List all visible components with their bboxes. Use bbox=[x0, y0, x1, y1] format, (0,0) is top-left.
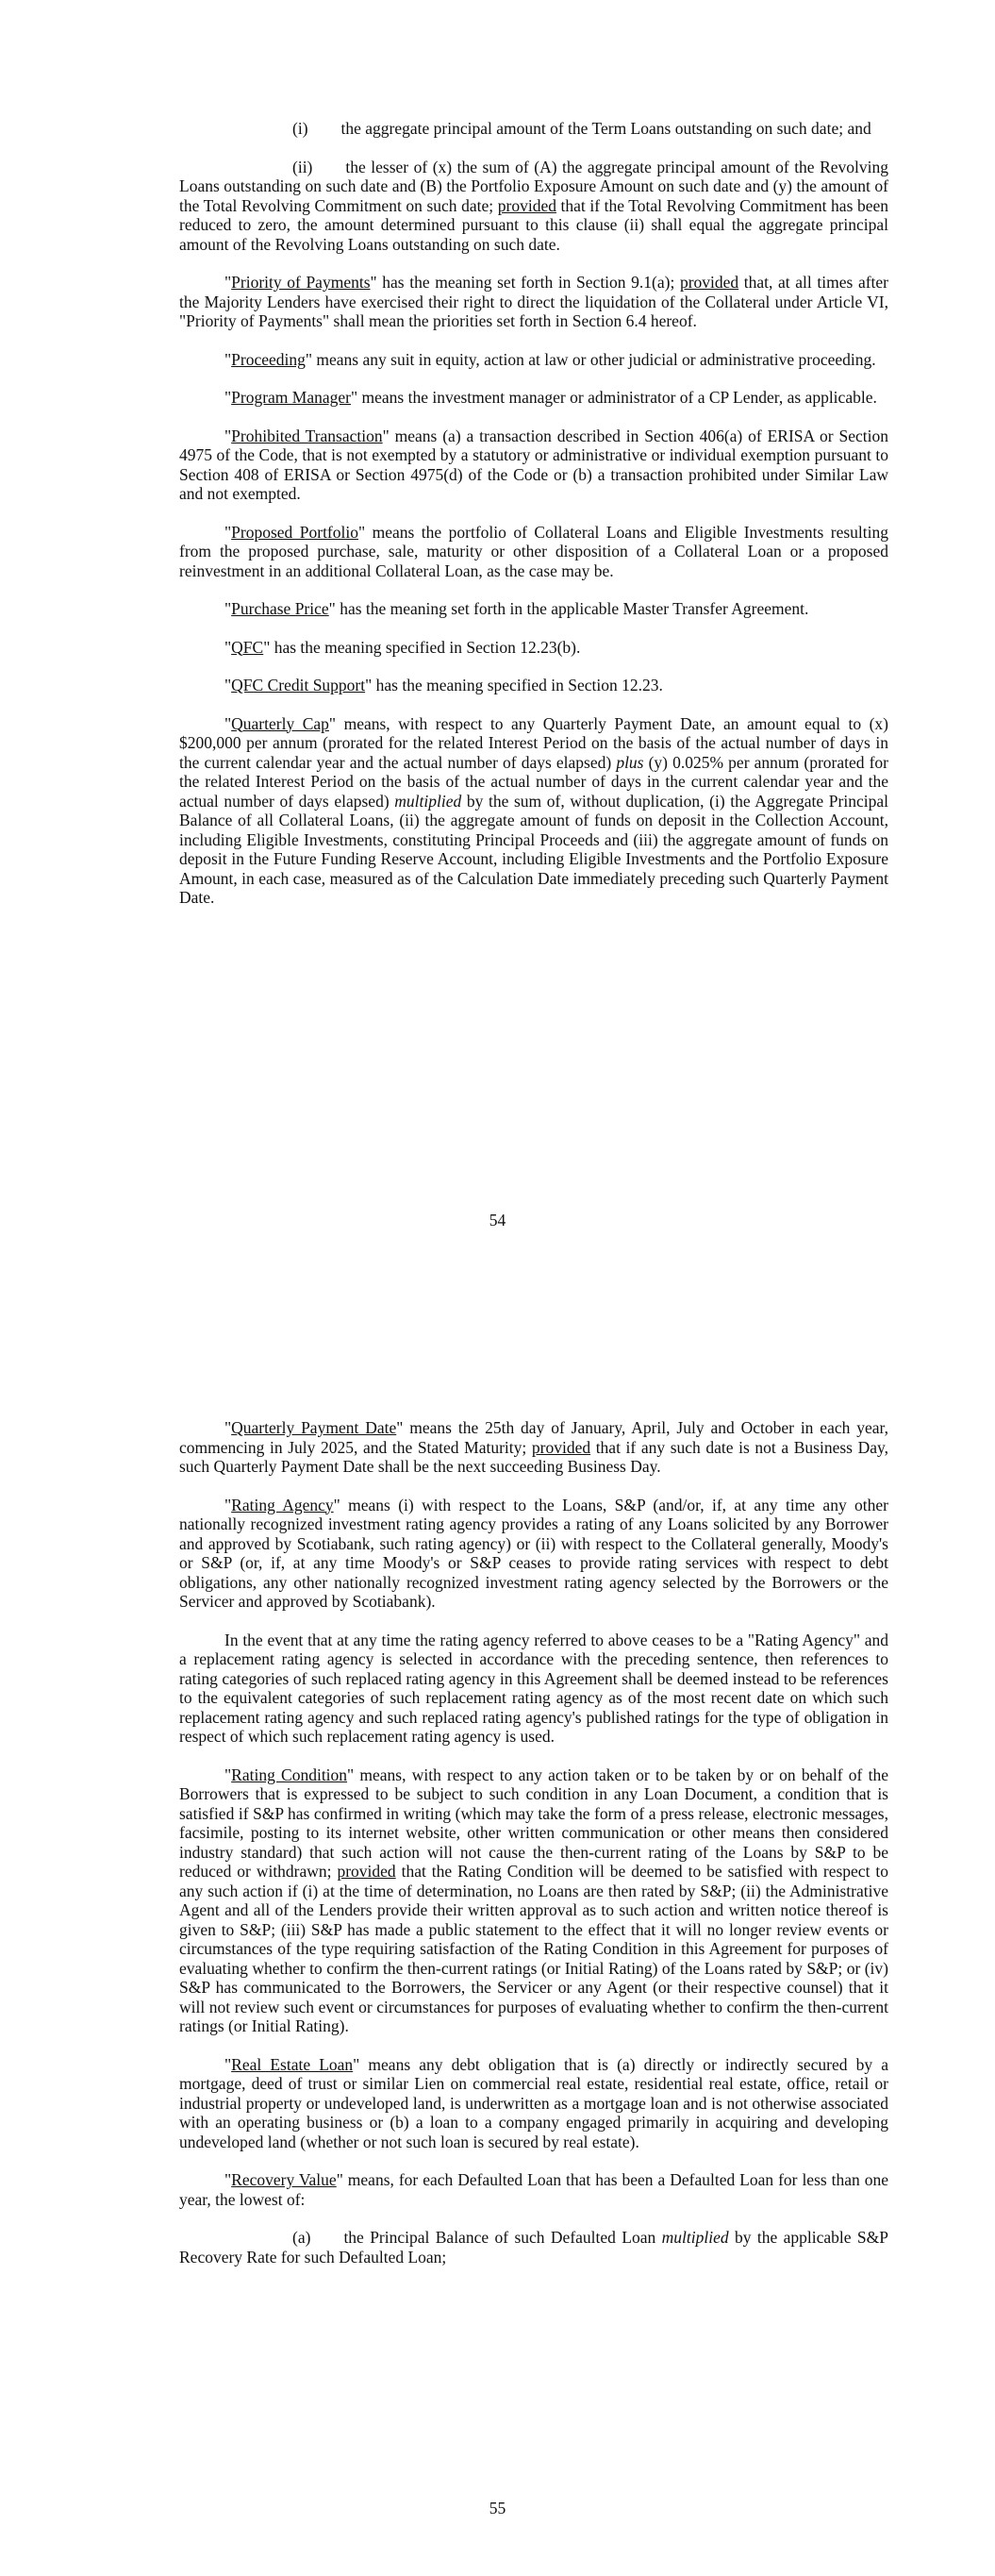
text-span: " means the investment manager or administrator of a CP Lender, as applicable. bbox=[351, 388, 877, 407]
definition-paragraph bbox=[179, 599, 888, 619]
definition-paragraph bbox=[179, 2170, 888, 2209]
text-span: that the Rating Condition will be deemed to be satisfied with respect to any such action if (i) at the time of determination, no Loans are then rated by S&P; (ii) the Administrative Agent and all of the Lenders provide their written approval as to such action and written notice thereof is given to S&P; (iii) S&P has made a public statement to the effect that it will no longer review events or circumstances of the type requiring satisfaction of the Rating Condition in this Agreement for purposes of evaluating whether to confirm the then-current ratings (or Initial Rating) of the Loans rated by S&P; or (iv) S&P has communicated to the Borrowers, the Servicer or any Agent (or their respective counsel) that it will not review such event or circumstances for purposes of evaluating whether to confirm the then-current ratings (or Initial Rating). bbox=[179, 1862, 888, 2035]
text-span: " bbox=[224, 522, 232, 542]
defined-term: QFC bbox=[231, 637, 264, 657]
defined-term: Rating Agency bbox=[231, 1495, 334, 1514]
text-span: " means, for each Defaulted Loan that has been a Defaulted Loan for less than one year, the lowest of: bbox=[179, 2170, 888, 2209]
text-span: " has the meaning set forth in the applicable Master Transfer Agreement. bbox=[328, 599, 809, 618]
text-span: " has the meaning specified in Section 12.23(b). bbox=[263, 637, 581, 657]
paragraph bbox=[179, 1631, 888, 1747]
paragraph bbox=[179, 119, 888, 139]
definition-paragraph bbox=[179, 714, 888, 908]
definition-paragraph bbox=[179, 1418, 888, 1477]
text-span: " bbox=[224, 1495, 232, 1514]
text-span: " bbox=[224, 388, 232, 407]
text-span: " means any suit in equity, action at law or other judicial or administrative proceeding. bbox=[305, 349, 876, 369]
text-span: that if the Total Revolving Commitment has been reduced to zero, the amount determined pursuant to this clause (ii) shall equal the aggregate principal amount of the Revolving Loans outstanding on such date. bbox=[179, 195, 889, 254]
text-span: " bbox=[224, 713, 232, 733]
text-span: by the applicable S&P Recovery Rate for such Defaulted Loan; bbox=[179, 2228, 888, 2267]
text-span: the aggregate principal amount of the Term Loans outstanding on such date; and bbox=[307, 119, 871, 138]
definition-paragraph bbox=[179, 638, 888, 658]
emphasis-text: plus bbox=[616, 752, 644, 772]
text-span: " bbox=[224, 1765, 232, 1784]
definition-paragraph bbox=[179, 676, 888, 695]
text-span: (i) bbox=[292, 119, 308, 138]
page-number: 55 bbox=[489, 2499, 506, 2517]
text-span: by the sum of, without duplication, (i) the Aggregate Principal Balance of all Collateral Loans, (ii) the aggregate amount of funds on deposit in the Collection Account, including Eligible Investments, constituting Principal Proceeds and (iii) the aggregate amount of funds on deposit in the Future Funding Reserve Account, including Eligible Investments and the Portfolio Exposure Amount, in each case, measured as of the Calculation Date immediately preceding such Quarterly Payment Date. bbox=[179, 791, 888, 907]
text-span: " means (i) with respect to the Loans, S&P (and/or, if, at any time any other nationally recognized investment rating agency provides a rating of any Loans solicited by any Borrower and approved by Scotiabank, such rating agency) or (ii) with respect to the Collateral generally, Moody's or S&P (or, if, at any time Moody's or S&P ceases to provide rating services with respect to debt obligations, any other nationally recognized investment rating agency selected by the Borrowers or the Servicer and approved by Scotiabank). bbox=[179, 1495, 889, 1611]
page-number: 54 bbox=[489, 1211, 506, 1229]
text-span: the lesser of (x) the sum of (A) the aggregate principal amount of the Revolving Loans outstanding on such date and (B) the Portfolio Exposure Amount on such date and (y) the amount of the Total Revolving Commitment on such date; bbox=[179, 157, 888, 215]
page-text bbox=[179, 1418, 888, 2285]
definition-paragraph bbox=[179, 2055, 888, 2152]
text-span: " means, with respect to any action taken or to be taken by or on behalf of the Borrowers that is expressed to be subject to such condition in any Loan Document, a condition that is satisfied if S&P has confirmed in writing (which may take the form of a press release, electronic messages, facsimile, posting to its internet website, other written communication or other means then considered industry standard) that such action will not cause the then-current rating of the Loans by S&P to be reduced or withdrawn; bbox=[179, 1765, 888, 1881]
document-page-55 bbox=[0, 1288, 995, 2576]
text-span: " bbox=[224, 426, 232, 445]
text-span: " means the 25th day of January, April, July and October in each year, commencing in July 2025, and the Stated Maturity; bbox=[179, 1418, 889, 1457]
definition-paragraph bbox=[179, 427, 888, 504]
text-span: " bbox=[224, 349, 232, 369]
paragraph bbox=[179, 2228, 888, 2267]
defined-term: QFC Credit Support bbox=[231, 676, 366, 694]
defined-term: Program Manager bbox=[231, 388, 351, 407]
definition-paragraph bbox=[179, 350, 888, 370]
text-span: that if any such date is not a Business Day, such Quarterly Payment Date shall be the next succeeding Business Day. bbox=[179, 1437, 888, 1476]
defined-term: Recovery Value bbox=[231, 2170, 337, 2189]
definition-paragraph bbox=[179, 1765, 888, 2036]
text-span: the Principal Balance of such Defaulted Loan bbox=[310, 2228, 662, 2247]
text-span: (y) 0.025% per annum (prorated for the related Interest Period on the basis of the actual number of days in the current calendar year and the actual number of days elapsed) bbox=[179, 752, 889, 811]
text-span: " means the portfolio of Collateral Loans and Eligible Investments resulting from the proposed purchase, sale, maturity or other disposition of a Collateral Loan or a proposed reinvestment in an additional Collateral Loan, as the case may be. bbox=[179, 522, 888, 580]
text-span: " bbox=[224, 1418, 232, 1437]
definition-paragraph bbox=[179, 1496, 888, 1612]
definition-paragraph bbox=[179, 523, 888, 581]
text-span: " bbox=[224, 2054, 232, 2074]
text-span: (ii) bbox=[292, 157, 313, 176]
emphasis-text: multiplied bbox=[394, 791, 462, 811]
text-span: (a) bbox=[292, 2228, 311, 2247]
defined-term: Real Estate Loan bbox=[231, 2054, 354, 2074]
defined-term: Quarterly Payment Date bbox=[231, 1418, 397, 1437]
defined-term: provided bbox=[531, 1437, 591, 1457]
defined-term: Priority of Payments bbox=[231, 273, 371, 292]
text-span: " bbox=[224, 2170, 232, 2189]
page-text bbox=[179, 119, 888, 927]
text-span: that, at all times after the Majority Lenders have exercised their right to direct the liquidation of the Collateral under Article VI, "Priority of Payments" shall mean the priorities set forth in Section 6.4 hereof. bbox=[179, 273, 888, 330]
definition-paragraph bbox=[179, 388, 888, 408]
definition-paragraph bbox=[179, 273, 888, 331]
defined-term: Proposed Portfolio bbox=[231, 522, 358, 542]
text-span: " bbox=[224, 273, 232, 292]
emphasis-text: multiplied bbox=[661, 2228, 729, 2247]
text-span: " has the meaning specified in Section 12.23. bbox=[365, 676, 663, 694]
text-span: " bbox=[224, 637, 232, 657]
defined-term: Prohibited Transaction bbox=[231, 426, 383, 445]
text-span: " means (a) a transaction described in Section 406(a) of ERISA or Section 4975 of the Code, that is not exempted by a statutory or administrative or individual exemption pursuant to Section 408 of ERISA or Section 4975(d) of the Code or (b) a transaction prohibited under Similar Law and not exempted. bbox=[179, 426, 888, 503]
defined-term: provided bbox=[337, 1862, 396, 1881]
text-span: " means, with respect to any Quarterly Payment Date, an amount equal to (x) $200,000 per annum (prorated for the related Interest Period on the basis of the actual number of days in the current calendar year and the actual number of days elapsed) bbox=[179, 713, 888, 772]
text-span: " bbox=[224, 599, 232, 618]
text-span: In the event that at any time the rating agency referred to above ceases to be a "Rating Agency" and a replacement rating agency is selected in accordance with the preceding sentence, then references to rating categories of such replaced rating agency in this Agreement shall be deemed instead to be references to the equivalent categories of such replacement rating agency as of the most recent date on which such replacement rating agency and such replaced rating agency's published ratings for the type of obligation in respect of which such replacement rating agency is used. bbox=[179, 1630, 888, 1746]
defined-term: provided bbox=[497, 195, 556, 215]
defined-term: Rating Condition bbox=[231, 1765, 348, 1784]
text-span: " bbox=[224, 676, 232, 694]
defined-term: provided bbox=[679, 273, 739, 292]
defined-term: Quarterly Cap bbox=[231, 713, 329, 733]
text-span: " means any debt obligation that is (a) directly or indirectly secured by a mortgage, deed of trust or similar Lien on commercial real estate, residential real estate, office, retail or industrial property or undeveloped land, is underwritten as a mortgage loan and is not otherwise associated with an operating business or (b) a loan to a company engaged primarily in acquiring and developing undeveloped land (whether or not such loan is secured by real estate). bbox=[179, 2054, 888, 2151]
text-span: " has the meaning set forth in Section 9.1(a); bbox=[370, 273, 680, 292]
defined-term: Purchase Price bbox=[231, 599, 329, 618]
defined-term: Proceeding bbox=[231, 349, 306, 369]
paragraph bbox=[179, 158, 888, 255]
